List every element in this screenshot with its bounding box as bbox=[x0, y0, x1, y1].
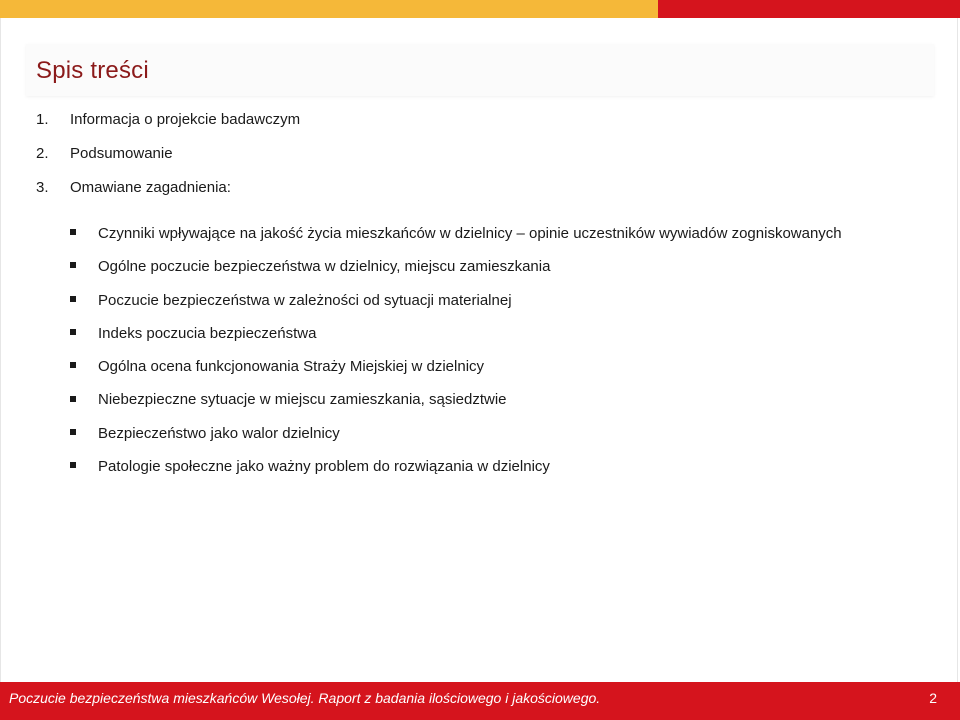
toc-item-1 bbox=[36, 110, 300, 144]
page-title: Spis treści bbox=[36, 57, 149, 84]
square-bullet-icon bbox=[70, 396, 76, 402]
topics-list bbox=[70, 224, 842, 490]
toc-item-number: 1. bbox=[36, 111, 49, 128]
list-item bbox=[70, 324, 842, 357]
list-item bbox=[70, 357, 842, 390]
square-bullet-icon bbox=[70, 229, 76, 235]
page-number: 2 bbox=[929, 690, 937, 706]
topic-label: Indeks poczucia bezpieczeństwa bbox=[98, 324, 317, 342]
square-bullet-icon bbox=[70, 262, 76, 268]
top-accent-bar-red bbox=[658, 0, 960, 18]
topic-label: Patologie społeczne jako ważny problem do rozwiązania w dzielnicy bbox=[98, 458, 550, 476]
toc-item-number: 2. bbox=[36, 145, 49, 162]
topic-label: Ogólne poczucie bezpieczeństwa w dzielnicy, miejscu zamieszkania bbox=[98, 258, 551, 276]
toc-item-2 bbox=[36, 144, 300, 178]
square-bullet-icon bbox=[70, 362, 76, 368]
topic-label: Bezpieczeństwo jako walor dzielnicy bbox=[98, 424, 340, 442]
footer-text: Poczucie bezpieczeństwa mieszkańców Wesołej. Raport z badania ilościowego i jakościowego. bbox=[9, 690, 601, 706]
square-bullet-icon bbox=[70, 329, 76, 335]
square-bullet-icon bbox=[70, 429, 76, 435]
list-item bbox=[70, 424, 842, 457]
topic-label: Ogólna ocena funkcjonowania Straży Miejskiej w dzielnicy bbox=[98, 358, 485, 376]
toc-item-number: 3. bbox=[36, 179, 49, 196]
toc-item-3 bbox=[36, 178, 300, 212]
list-item bbox=[70, 457, 842, 490]
toc-item-label: Omawiane zagadnienia: bbox=[70, 179, 231, 196]
list-item bbox=[70, 224, 842, 257]
square-bullet-icon bbox=[70, 296, 76, 302]
table-of-contents bbox=[36, 110, 300, 212]
topic-label: Czynniki wpływające na jakość życia mieszkańców w dzielnicy – opinie uczestników wywiadów zogniskowanych bbox=[98, 225, 842, 242]
square-bullet-icon bbox=[70, 462, 76, 468]
topic-label: Poczucie bezpieczeństwa w zależności od sytuacji materialnej bbox=[98, 291, 512, 309]
list-item bbox=[70, 257, 842, 290]
topic-label: Niebezpieczne sytuacje w miejscu zamieszkania, sąsiedztwie bbox=[98, 391, 507, 409]
toc-item-label: Podsumowanie bbox=[70, 145, 173, 162]
top-accent-bar-yellow bbox=[0, 0, 658, 18]
toc-item-label: Informacja o projekcie badawczym bbox=[70, 111, 301, 128]
list-item bbox=[70, 390, 842, 423]
list-item bbox=[70, 291, 842, 324]
title-band bbox=[26, 44, 934, 96]
